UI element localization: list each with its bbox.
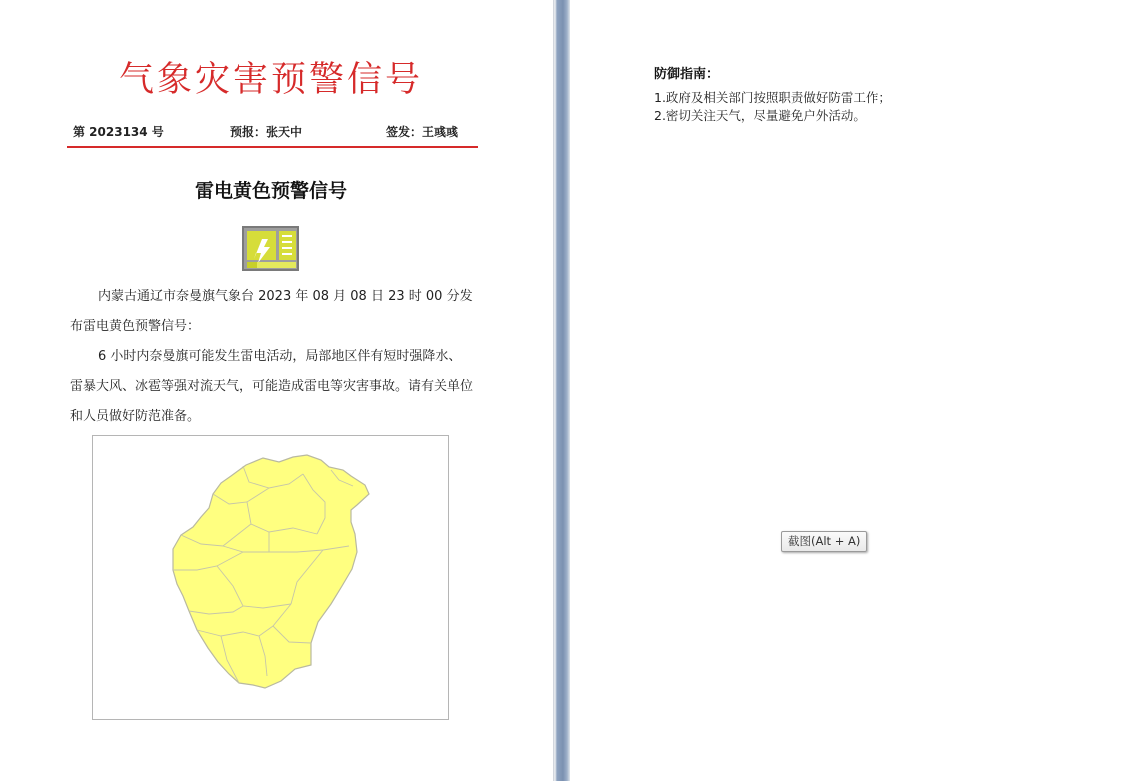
warning-area-map xyxy=(92,435,449,720)
guide-item: 1.政府及相关部门按照职责做好防雷工作； xyxy=(654,90,891,105)
county-outline xyxy=(173,455,369,688)
guide-item: 2.密切关注天气，尽量避免户外活动。 xyxy=(654,108,866,123)
lightning-yellow-warning-icon xyxy=(242,226,299,271)
guide-title: 防御指南： xyxy=(654,67,720,82)
document-title: 气象灾害预警信号 xyxy=(118,60,423,100)
forecaster: 预报：张天中 xyxy=(230,125,303,139)
issue-statement: 内蒙古通辽市奈曼旗气象台 2023 年 08 月 08 日 23 时 00 分发布雷电黄色预警信号： xyxy=(70,289,473,334)
signal-title: 雷电黄色预警信号 xyxy=(194,180,347,202)
warning-description: 6 小时内奈曼旗可能发生雷电活动，局部地区伴有短时强降水、雷暴大风、冰雹等强对流天气，可能造成雷电等灾害事故。请有关单位和人员做好防范准备。 xyxy=(70,349,474,424)
issue-number: 第 2023134 号 xyxy=(73,125,164,139)
page-divider xyxy=(553,0,570,781)
screenshot-tooltip: 截图(Alt + A) xyxy=(781,531,867,552)
header-divider xyxy=(67,146,478,148)
district-map-svg xyxy=(93,436,450,721)
approver: 签发：王彧彧 xyxy=(386,125,459,139)
